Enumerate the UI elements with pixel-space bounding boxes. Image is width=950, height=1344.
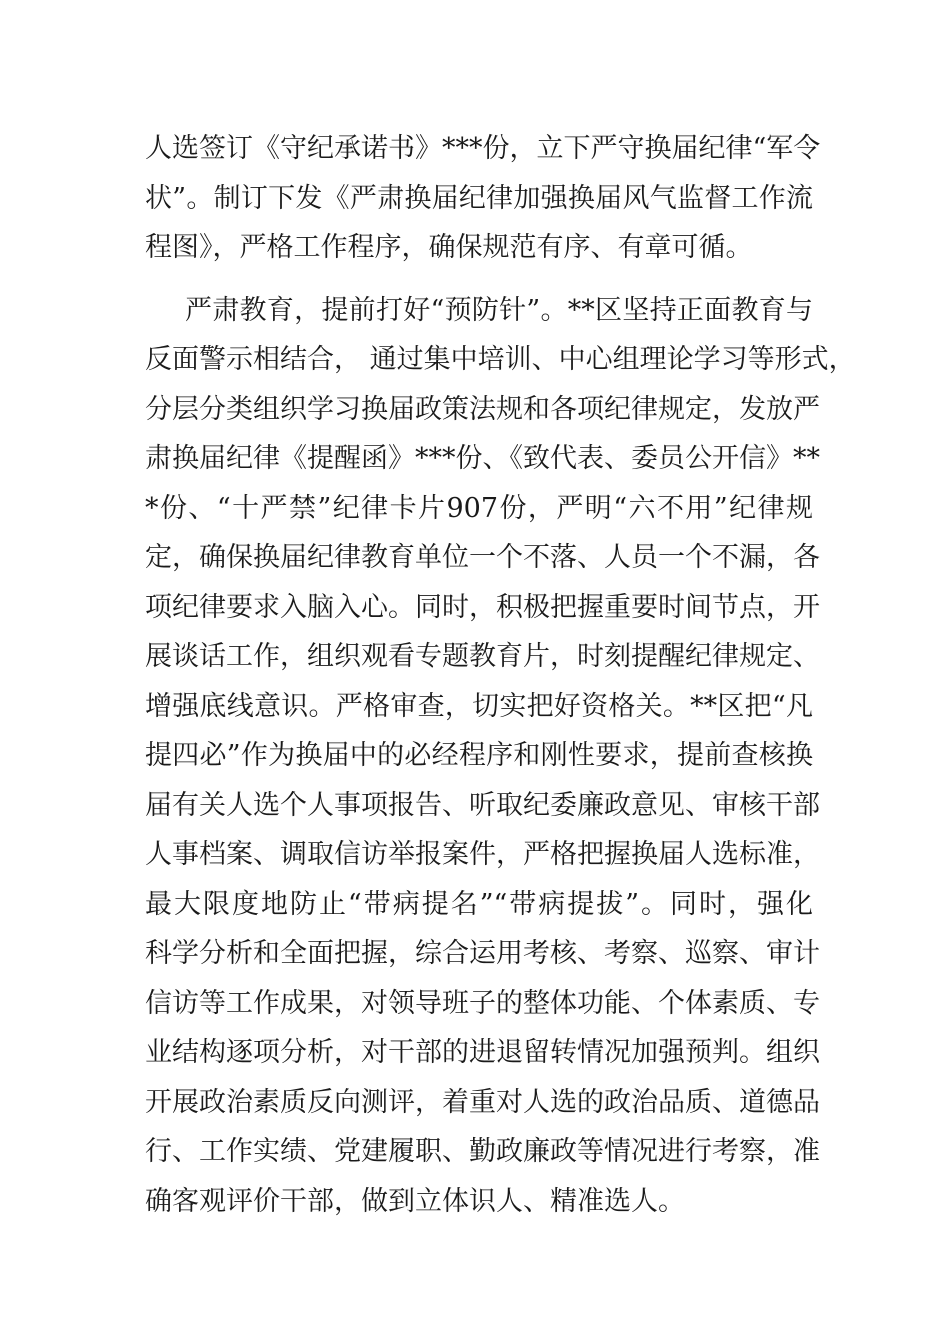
paragraph-line: 增强底线意识。严格审查，切实把好资格关。**区把“凡 bbox=[145, 690, 813, 722]
document-body bbox=[145, 124, 856, 1226]
paragraph-line: 展谈话工作，组织观看专题教育片，时刻提醒纪律规定、 bbox=[145, 641, 820, 672]
paragraph-line: 分层分类组织学习换届政策法规和各项纪律规定，发放严 bbox=[145, 393, 820, 425]
paragraph-line: 人选签订《守纪承诺书》***份，立下严守换届纪律“军令 bbox=[145, 133, 821, 164]
paragraph-line: *份、“十严禁”纪律卡片907份，严明“六不用”纪律规 bbox=[145, 492, 813, 524]
paragraph-1 bbox=[145, 124, 821, 273]
paragraph-line: 科学分析和全面把握，综合运用考核、考察、巡察、审计 bbox=[145, 938, 820, 969]
paragraph-line: 严肃教育，提前打好“预防针”。**区坚持正面教育与 bbox=[185, 294, 813, 326]
paragraph-2 bbox=[145, 286, 856, 1227]
paragraph-line: 定，确保换届纪律教育单位一个不落、人员一个不漏，各 bbox=[145, 542, 820, 573]
paragraph-line: 反面警示相结合， 通过集中培训、中心组理论学习等形式， bbox=[145, 344, 856, 375]
paragraph-line: 业结构逐项分析，对干部的进退留转情况加强预判。组织 bbox=[145, 1037, 820, 1068]
paragraph-line: 届有关人选个人事项报告、听取纪委廉政意见、审核干部 bbox=[145, 789, 820, 821]
paragraph-line: 项纪律要求入脑入心。同时，积极把握重要时间节点，开 bbox=[145, 591, 820, 623]
paragraph-line: 肃换届纪律《提醒函》***份、《致代表、委员公开信》** bbox=[145, 443, 820, 474]
paragraph-line: 行、工作实绩、党建履职、勤政廉政等情况进行考察，准 bbox=[145, 1136, 820, 1167]
paragraph-line: 信访等工作成果，对领导班子的整体功能、个体素质、专 bbox=[145, 987, 820, 1019]
paragraph-line: 最大限度地防止“带病提名”“带病提拔”。同时，强化 bbox=[145, 888, 813, 920]
paragraph-line: 提四必”作为换届中的必经程序和刚性要求，提前查核换 bbox=[145, 740, 813, 771]
paragraph-line: 确客观评价干部，做到立体识人、精准选人。 bbox=[145, 1185, 685, 1217]
paragraph-line: 开展政治素质反向测评，着重对人选的政治品质、道德品 bbox=[145, 1086, 820, 1118]
paragraph-line: 状”。制订下发《严肃换届纪律加强换届风气监督工作流 bbox=[145, 182, 813, 214]
paragraph-line: 程图》，严格工作程序，确保规范有序、有章可循。 bbox=[145, 232, 753, 263]
paragraph-line: 人事档案、调取信访举报案件，严格把握换届人选标准， bbox=[145, 839, 820, 870]
paragraph-gap bbox=[145, 273, 813, 286]
